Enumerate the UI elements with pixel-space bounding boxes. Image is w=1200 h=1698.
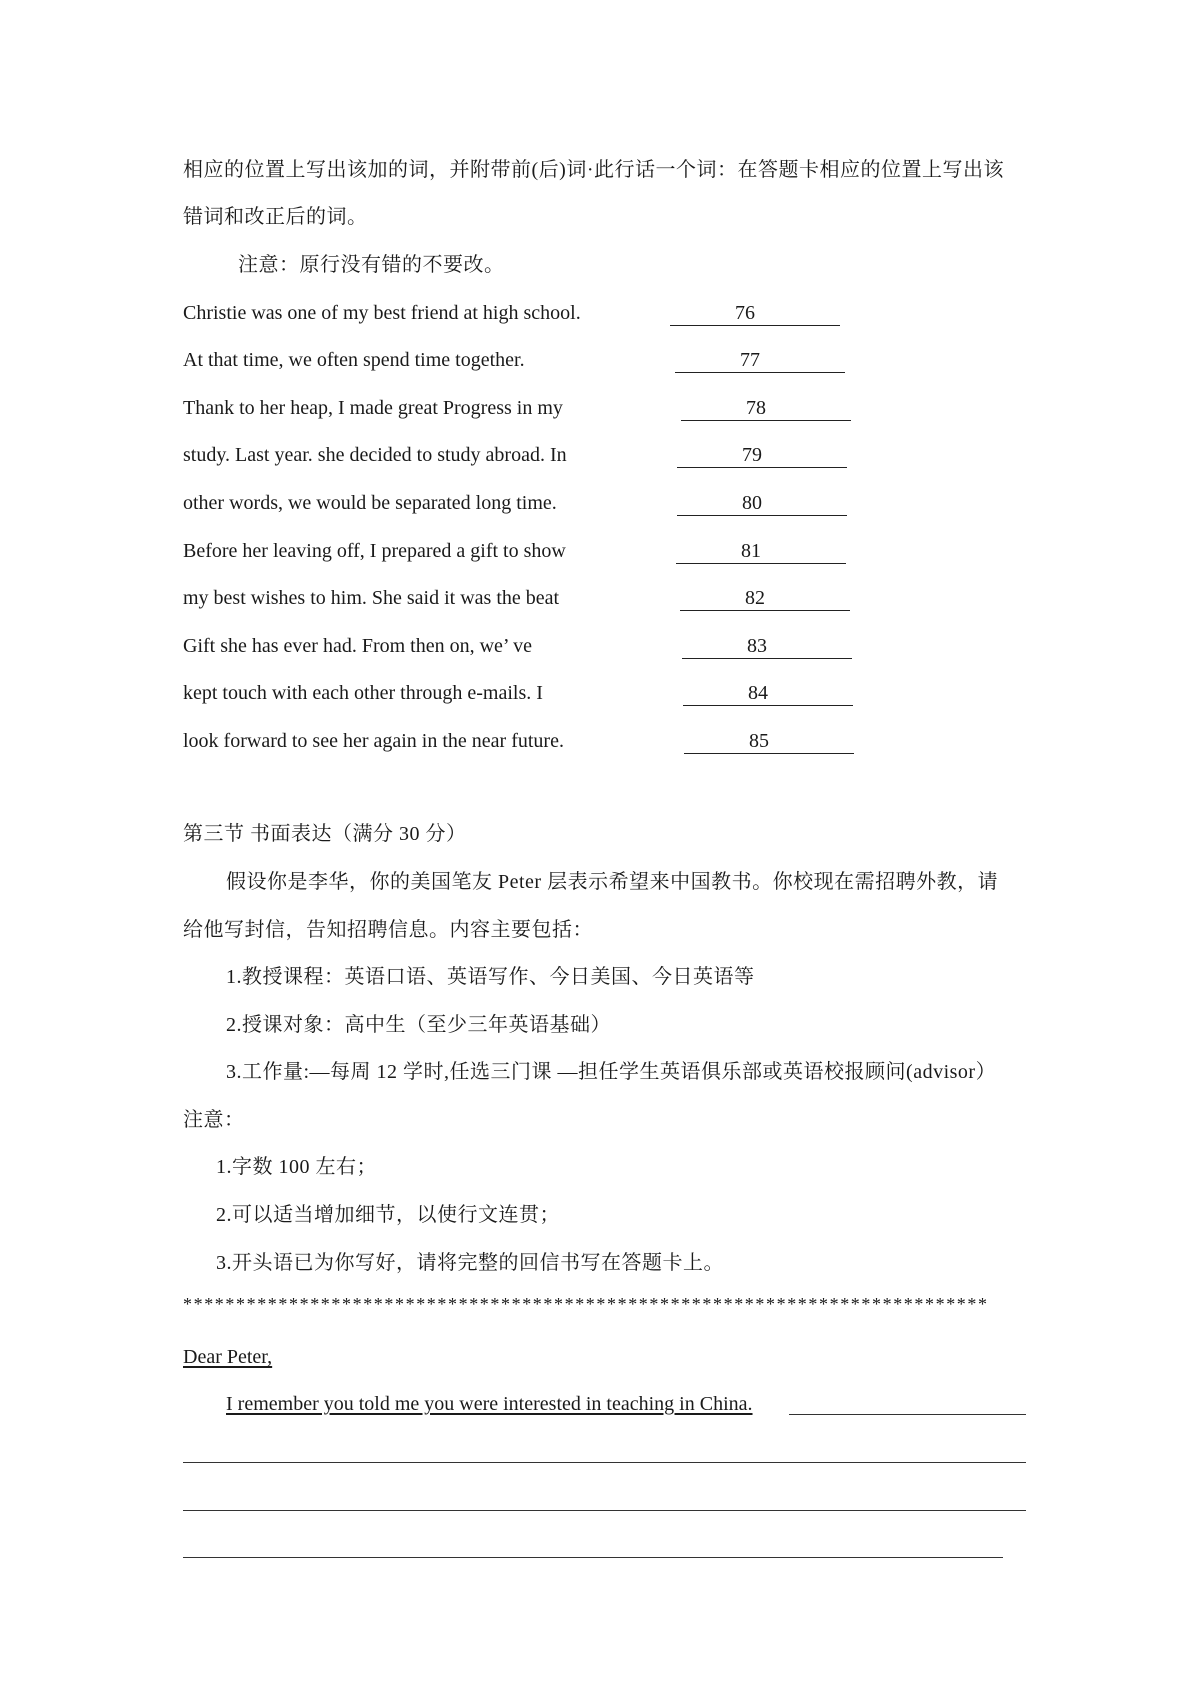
proofreading-sentence: Christie was one of my best friend at high school. [183,302,581,324]
notes-label: 注意： [183,1109,245,1131]
answer-number: 82 [745,587,765,609]
proofreading-row [183,632,853,660]
proofreading-sentence: kept touch with each other through e-mails. I [183,682,543,704]
divider-stars: **************************************************************************** [183,1294,989,1314]
answer-blank[interactable] [675,346,845,373]
requirement-item-1: 1.教授课程：英语口语、英语写作、今日美国、今日英语等 [226,966,755,988]
answer-number: 78 [746,397,766,419]
proofreading-row [183,727,853,755]
requirement-item-2: 2.授课对象：高中生（至少三年英语基础） [226,1014,611,1036]
writing-line-3[interactable] [183,1557,1003,1558]
answer-number: 85 [749,730,769,752]
proofreading-row [183,537,853,565]
answer-blank[interactable] [681,394,851,421]
answer-blank[interactable] [670,299,840,326]
answer-blank[interactable] [682,632,852,659]
answer-number: 76 [735,302,755,324]
instruction-line-1: 相应的位置上写出该加的词，并附带前(后)词·此行话一个词：在答题卡相应的位置上写出该 [183,159,1004,181]
answer-number: 80 [742,492,762,514]
note-item-2: 2.可以适当增加细节，以使行文连贯； [216,1204,560,1226]
answer-blank[interactable] [680,584,850,611]
proofreading-sentence: other words, we would be separated long time. [183,492,557,514]
answer-blank[interactable] [683,679,853,706]
proofreading-row [183,299,853,327]
letter-opening-text: I remember you told me you were interested in teaching in China. [226,1393,753,1415]
proofreading-sentence: Thank to her heap, I made great Progress in my [183,397,563,419]
note-item-1: 1.字数 100 左右； [216,1156,377,1178]
instruction-note: 注意：原行没有错的不要改。 [238,254,505,276]
proofreading-sentence: Gift she has ever had. From then on, we’ ve [183,635,532,657]
answer-blank[interactable] [676,537,846,564]
proofreading-row [183,441,853,469]
letter-salutation: Dear Peter, [183,1346,273,1368]
answer-number: 77 [740,349,760,371]
answer-number: 79 [742,444,762,466]
answer-number: 83 [747,635,767,657]
answer-number: 81 [741,540,761,562]
instruction-line-2: 错词和改正后的词。 [183,206,368,228]
section-heading: 第三节 书面表达（满分 30 分） [183,823,467,845]
proofreading-sentence: Before her leaving off, I prepared a gift to show [183,540,566,562]
proofreading-row [183,489,853,517]
requirement-item-3: 3.工作量:—每周 12 学时,任选三门课 —担任学生英语俱乐部或英语校报顾问(advisor） [226,1061,997,1083]
proofreading-row [183,394,853,422]
proofreading-sentence: study. Last year. she decided to study abroad. In [183,444,567,466]
answer-blank[interactable] [677,489,847,516]
writing-line-2[interactable] [183,1510,1026,1511]
proofreading-row [183,584,853,612]
proofreading-sentence: At that time, we often spend time together. [183,349,525,371]
task-line-2: 给他写封信，告知招聘信息。内容主要包括： [183,919,593,941]
writing-line-1[interactable] [183,1462,1026,1463]
proofreading-row [183,679,853,707]
answer-blank[interactable] [677,441,847,468]
proofreading-row [183,346,853,374]
task-line-1: 假设你是李华，你的美国笔友 Peter 层表示希望来中国教书。你校现在需招聘外教，请 [226,871,999,893]
proofreading-sentence: look forward to see her again in the near future. [183,730,564,752]
writing-line-0-tail [789,1414,1026,1415]
proofreading-sentence: my best wishes to him. She said it was the beat [183,587,560,609]
answer-number: 84 [748,682,768,704]
answer-blank[interactable] [684,727,854,754]
note-item-3: 3.开头语已为你写好，请将完整的回信书写在答题卡上。 [216,1252,724,1274]
